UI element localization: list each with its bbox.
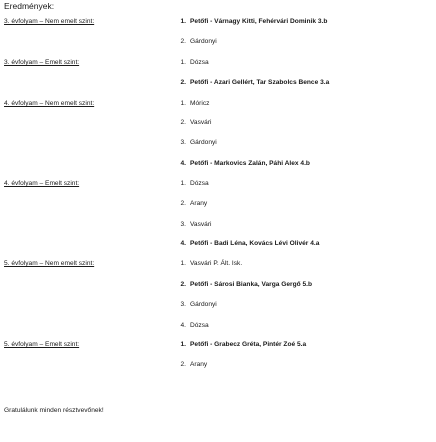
rank: 1. — [180, 260, 186, 267]
result-row — [155, 17, 327, 27]
entry: Móricz — [190, 100, 210, 107]
result-row — [155, 58, 209, 68]
entry: Dózsa — [190, 180, 209, 187]
entry: Arany — [190, 361, 208, 368]
entry: Petőfi - Grabecz Gréta, Pintér Zoé 5.a — [190, 341, 307, 348]
result-row — [155, 99, 209, 109]
rank: 2. — [180, 119, 186, 126]
rank: 3. — [180, 139, 186, 146]
entry: Dózsa — [190, 59, 209, 66]
rank: 2. — [180, 281, 186, 288]
rank: 2. — [180, 200, 186, 207]
result-row — [155, 179, 209, 189]
entry: Petőfi - Sárosi Bianka, Varga Gergő 5.b — [190, 281, 313, 288]
result-row — [155, 159, 310, 169]
rank: 3. — [180, 221, 186, 228]
result-row — [155, 280, 312, 290]
entry: Vasvári P. Ált. Isk. — [190, 260, 243, 267]
entry: Petőfi - Markovics Zalán, Páhi Alex 4.b — [190, 160, 310, 167]
rank: 1. — [180, 180, 186, 187]
rank: 1. — [180, 18, 186, 25]
rank: 2. — [180, 79, 186, 86]
result-row — [155, 259, 242, 269]
result-row — [155, 118, 212, 128]
rank: 4. — [180, 240, 186, 247]
result-row — [155, 360, 207, 370]
rank: 1. — [180, 341, 186, 348]
category-3-advanced: 3. évfolyam – Emelt szint: — [4, 59, 80, 66]
rank: 4. — [180, 160, 186, 167]
rank: 3. — [180, 301, 186, 308]
category-5-advanced: 5. évfolyam – Emelt szint: — [4, 341, 80, 348]
rank: 1. — [180, 59, 186, 66]
rank: 2. — [180, 38, 186, 45]
result-row — [155, 239, 319, 249]
entry: Vasvári — [190, 221, 212, 228]
result-row — [155, 321, 209, 331]
result-row — [155, 199, 207, 209]
entry: Petőfi - Badi Léna, Kovács Lévi Olivér 4.a — [190, 240, 320, 247]
results-heading: Eredmények: — [4, 1, 55, 11]
rank: 2. — [180, 361, 186, 368]
result-row — [155, 37, 217, 47]
congratulations-text: Gratulálunk minden résztvevőnek! — [4, 407, 104, 414]
entry: Gárdonyi — [190, 38, 217, 45]
result-row — [155, 220, 212, 230]
entry: Gárdonyi — [190, 139, 217, 146]
entry: Petőfi - Várnagy Kitti, Fehérvári Dominik 3.b — [190, 18, 328, 25]
entry: Arany — [190, 200, 208, 207]
entry: Dózsa — [190, 322, 209, 329]
category-4-regular: 4. évfolyam – Nem emelt szint: — [4, 100, 95, 107]
entry: Vasvári — [190, 119, 212, 126]
result-row — [155, 138, 217, 148]
rank: 4. — [180, 322, 186, 329]
result-row — [155, 340, 306, 350]
result-row — [155, 300, 217, 310]
category-3-regular: 3. évfolyam – Nem emelt szint: — [4, 18, 95, 25]
entry: Petőfi - Azari Gellért, Tar Szabolcs Bence 3.a — [190, 79, 330, 86]
category-5-regular: 5. évfolyam – Nem emelt szint: — [4, 260, 95, 267]
result-row — [155, 78, 329, 88]
category-4-advanced: 4. évfolyam – Emelt szint: — [4, 180, 80, 187]
rank: 1. — [180, 100, 186, 107]
entry: Gárdonyi — [190, 301, 217, 308]
